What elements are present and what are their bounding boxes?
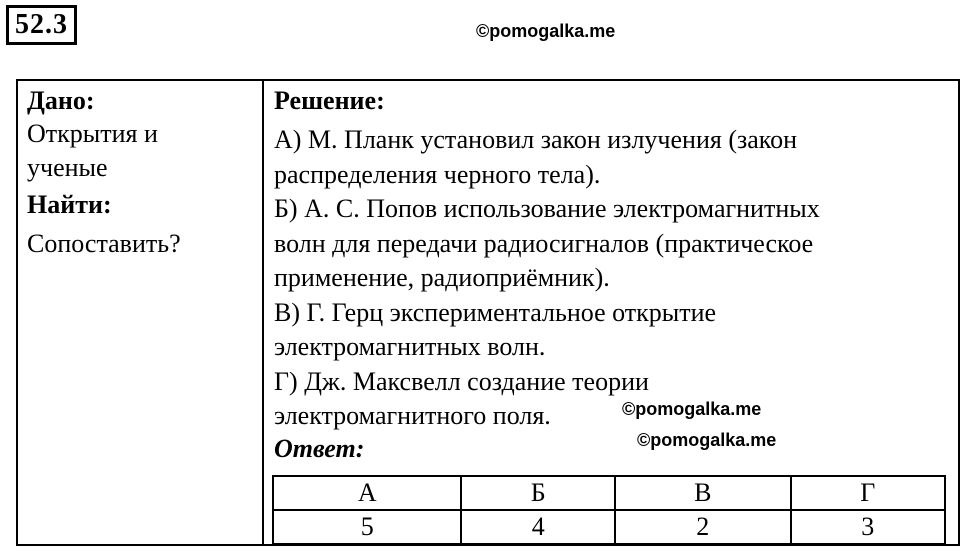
solution-line: Г) Дж. Максвелл создание теории	[274, 366, 649, 396]
problem-number: 52.3	[6, 5, 77, 45]
given-heading: Дано:	[27, 86, 95, 115]
answer-header-row	[273, 476, 945, 510]
answer-value-cell: 5	[273, 510, 461, 544]
answer-header-cell: В	[615, 476, 790, 510]
watermark-middle: ©pomogalka.me	[622, 399, 762, 419]
answer-header-cell: Г	[791, 476, 945, 510]
watermark-top: ©pomogalka.me	[476, 21, 616, 41]
answer-value-cell: 3	[791, 510, 945, 544]
watermark-bottom: ©pomogalka.me	[637, 430, 777, 450]
answer-value-cell: 2	[615, 510, 790, 544]
find-text-line: Сопоставить?	[27, 229, 181, 258]
solution-line: применение, радиоприёмник).	[274, 263, 610, 292]
answer-table	[272, 475, 946, 545]
solution-heading: Решение:	[274, 86, 385, 115]
solution-line: электромагнитного поля.	[274, 401, 551, 430]
answer-value-cell: 4	[461, 510, 615, 544]
given-text-line: Открытия и	[27, 119, 158, 148]
given-column	[18, 81, 264, 544]
solution-line: распределения черного тела).	[274, 159, 601, 189]
solution-box	[16, 79, 960, 546]
solution-line: В) Г. Герц экспериментальное открытие	[274, 297, 717, 327]
solution-line: А) М. Планк установил закон излучения (закон	[274, 125, 798, 154]
answer-label: Ответ:	[274, 433, 365, 463]
solution-line: Б) А. С. Попов использование электромагнитных	[274, 194, 820, 223]
answer-value-row	[273, 510, 945, 544]
answer-header-cell: А	[273, 476, 461, 510]
solution-line: электромагнитных волн.	[274, 332, 546, 361]
solution-line: волн для передачи радиосигналов (практическое	[274, 228, 814, 258]
find-heading: Найти:	[27, 190, 112, 219]
given-text-line: ученые	[27, 153, 108, 182]
answer-header-cell: Б	[461, 476, 615, 510]
